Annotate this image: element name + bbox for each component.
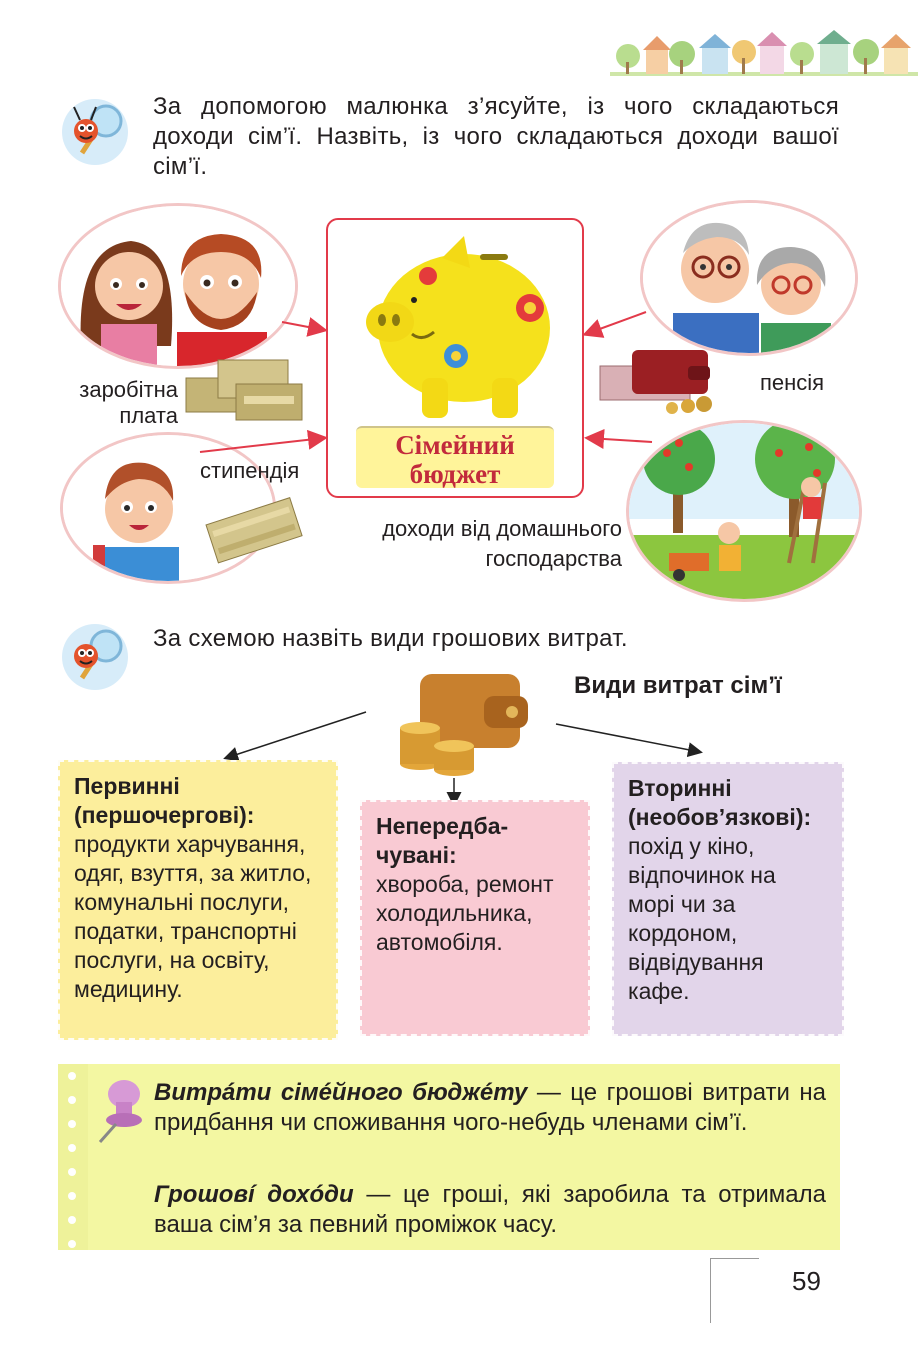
salary-arrow: [282, 322, 324, 330]
page-number: 59: [792, 1266, 821, 1296]
secondary-expenses-text: похід у кіно, відпочинок на морі чи за кордоном, відвідування кафе.: [628, 833, 776, 1004]
primary-expenses-box: [58, 760, 338, 1040]
unforeseen-expenses-box: [360, 800, 590, 1036]
stipend-arrow: [200, 438, 324, 452]
definition-expenses-text: — це грошові витрати на придбання чи споживання чого-небудь членами сім’ї.: [154, 1079, 826, 1136]
household-income-label-line1: доходи від домашнього: [382, 516, 622, 541]
term-budget-expenses: Витрáти сімéйного бюджéту: [154, 1079, 528, 1106]
task2-text: За схемою назвіть види грошових витрат.: [153, 625, 628, 652]
term-money-income: Грошoвí дохóди: [154, 1181, 354, 1208]
unforeseen-expenses-text: хвороба, ремонт холодильника, автомобіля.: [376, 871, 554, 955]
pension-arrow: [586, 312, 646, 334]
household-arrow: [588, 438, 652, 442]
page-corner-mark: [710, 1258, 759, 1323]
family-budget-label-line1: Сімейний: [395, 430, 515, 460]
notebook-spiral-decoration: [58, 1064, 88, 1250]
definitions-block: [58, 1064, 840, 1250]
unforeseen-expenses-title: Непередба- чувані:: [376, 813, 509, 868]
household-income-label-line2: господарства: [485, 546, 622, 571]
primary-expenses-title: Первинні (першочергові):: [74, 773, 255, 828]
task1-text: За допомогою малюнка з’ясуйте, із чого складаються доходи сім’ї. Назвіть, із чого складаються доходи вашої сім’ї.: [153, 93, 839, 180]
ant-magnifier-icon-2: [60, 622, 130, 692]
expense-types-title: Види витрат сім’ї: [574, 672, 782, 699]
pushpin-icon: [92, 1076, 148, 1146]
income-arrows: [0, 0, 918, 620]
definition-expenses: [154, 1078, 826, 1138]
definition-income-text: — це гроші, які заробила та отримала ваша сім’я за певний проміжок часу.: [154, 1181, 827, 1238]
secondary-expenses-title: Вторинні (необов’язкові):: [628, 775, 812, 830]
primary-expenses-text: продукти харчування, одяг, взуття, за житло, комунальні послуги, податки, транспортні послуги, на освіту, медицину.: [74, 831, 312, 1002]
salary-label-line2: плата: [119, 403, 178, 428]
definition-income: [154, 1180, 826, 1240]
family-budget-label-line2: бюджет: [409, 459, 501, 489]
pension-label: пенсія: [760, 370, 825, 395]
stipend-label: стипендія: [200, 458, 300, 483]
secondary-expenses-box: [612, 762, 844, 1036]
salary-label-line1: заробітна: [79, 377, 178, 402]
